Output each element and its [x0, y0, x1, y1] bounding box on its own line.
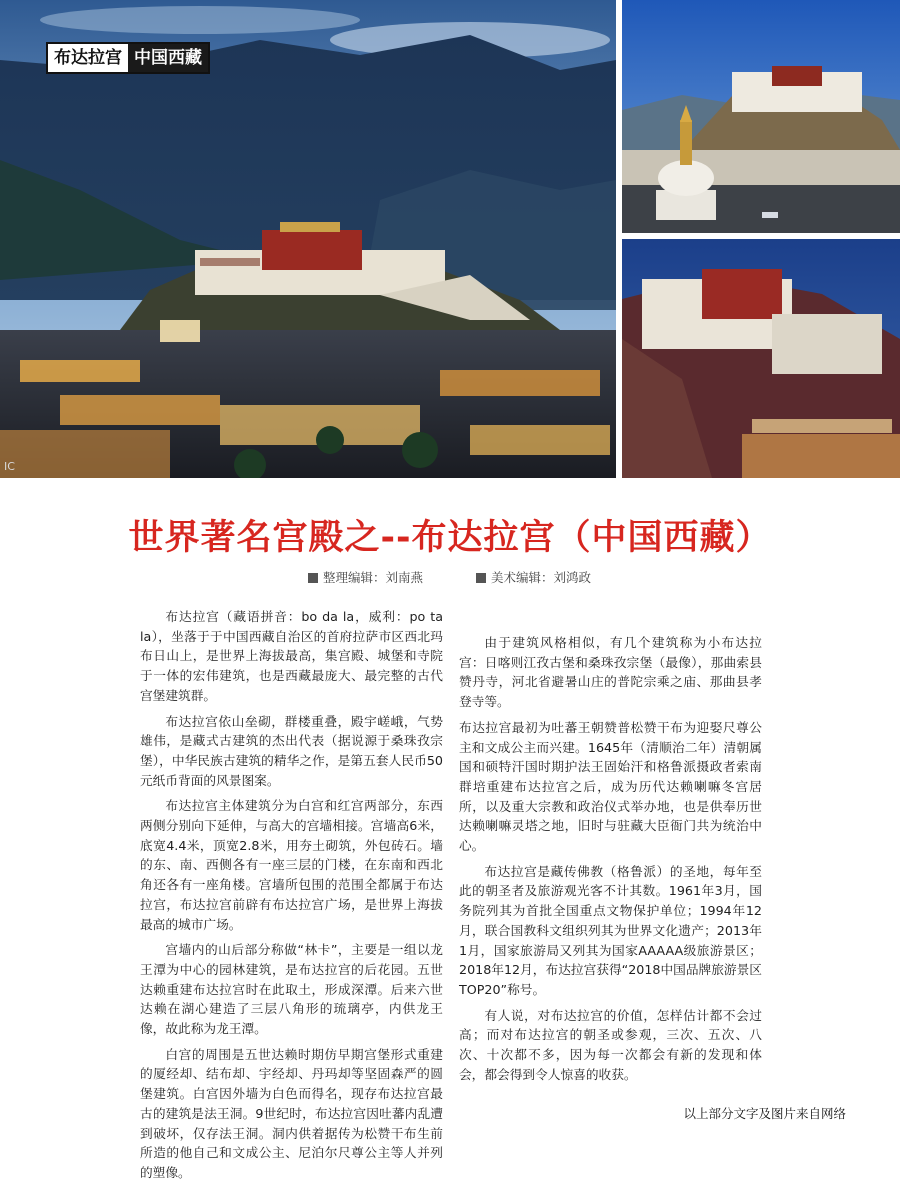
- art-editor-credit: [476, 568, 591, 586]
- tag-secondary: 中国西藏: [128, 44, 208, 72]
- square-bullet-icon: [308, 573, 318, 583]
- square-bullet-icon: [476, 573, 486, 583]
- source-note: 以上部分文字及图片来自网络: [683, 1106, 846, 1121]
- paragraph-architecture: 布达拉宫依山垒砌，群楼重叠，殿宇嵯峨，气势雄伟，是藏式古建筑的杰出代表（据说源于桑珠孜宗堡），中华民族古建筑的精华之作，是第五套人民币50元纸币背面的风景图案。: [140, 713, 443, 788]
- paragraph-lingka: 宫墙内的山后部分称做“林卡”，主要是一组以龙王潭为中心的园林建筑，是布达拉宫的后花园。五世达赖重建布达拉宫时在此取土，形成深潭。后来六世达赖在湖心建造了三层八角形的琉璃亭，内供龙王像，故此称为龙王潭。: [140, 942, 443, 1037]
- photo-potala-stupa: [622, 0, 900, 233]
- paragraph-intro: 布达拉宫（藏语拼音：bo da la，威利：po ta la），坐落于于中国西藏自治区的首府拉萨市区西北玛布日山上，是世界上海拔最高，集宫殿、城堡和寺院于一体的宏伟建筑，也是西藏最庞大、最完整的古代宫堡建筑群。: [140, 609, 443, 703]
- paragraph-value: 有人说，对布达拉宫的价值，怎样估计都不会过高；而对布达拉宫的朝圣或参观，三次、五次、八次、十次都不多，因为每一次都会有新的发现和体会，都会得到令人惊喜的收获。: [459, 1007, 762, 1082]
- paragraph-heritage: 布达拉宫是藏传佛教（格鲁派）的圣地，每年至此的朝圣者及旅游观光客不计其数。1961年3月，国务院列其为首批全国重点文物保护单位；1994年12月，联合国教科文组织列其为世界文化遗产；2013年1月，国家旅游局又列其为国家AAAAA级旅游景区；2018年12月，布达拉宫获得“2018中国品牌旅游景区TOP20”称号。: [459, 863, 762, 997]
- art-editor-text: 美术编辑：刘鸿政: [491, 570, 592, 585]
- article-title: 世界著名宫殿之--布达拉宫（中国西藏）: [128, 518, 772, 558]
- article-column-right: [459, 607, 762, 1090]
- photo-potala-night: [622, 239, 900, 478]
- photo-credit: IC: [4, 460, 15, 473]
- article-column-left: [140, 607, 443, 1189]
- paragraph-history: 布达拉宫最初为吐蕃王朝赞普松赞干布为迎娶尺尊公主和文成公主而兴建。1645年（清顺治二年）清朝属国和硕特汗国时期护法王固始汗和格鲁派摄政者索南群培重建布达拉宫之后，成为历代达赖喇嘛冬宫居所，以及重大宗教和政治仪式举办地，也是供奉历世达赖喇嘛灵塔之地，旧时与驻藏大臣衙门共为统治中心。: [459, 719, 762, 854]
- paragraph-white-palace: 白宫的周围是五世达赖时期仿早期宫堡形式重建的厦经却、结布却、宇经却、丹玛却等坚固森严的圆堡建筑。白宫因外墙为白色而得名，现存布达拉宫最古的建筑是法王洞。9世纪时，布达拉宫因吐蕃内乱遭到破坏，仅存法王洞。洞内供着据传为松赞干布生前所造的他自己和文成公主、尼泊尔尺尊公主等人并列的塑像。: [140, 1046, 443, 1180]
- paragraph-little-potala: 由于建筑风格相似，有几个建筑称为小布达拉宫：日喀则江孜古堡和桑珠孜宗堡（最像），那曲索县赞丹寺，河北省避暑山庄的普陀宗乘之庙、那曲县孝登寺等。: [459, 635, 762, 710]
- paragraph-structure: 布达拉宫主体建筑分为白宫和红宫两部分，东西两侧分别向下延伸，与高大的宫墙相接。宫墙高6米，底宽4.4米，顶宽2.8米，用夯土砌筑，外包砖石。墙的东、南、西侧各有一座三层的门楼，在东南和西北角还各有一座角楼。宫墙所包围的范围全都属于布达拉宫，布达拉宫前辟有布达拉宫广场，是世界上海拔最高的城市广场。: [140, 798, 443, 932]
- tag-primary: 布达拉宫: [48, 44, 128, 72]
- compiler-editor-text: 整理编辑：刘南燕: [323, 570, 424, 585]
- compiler-editor-credit: [308, 568, 423, 586]
- section-tag: [46, 42, 210, 74]
